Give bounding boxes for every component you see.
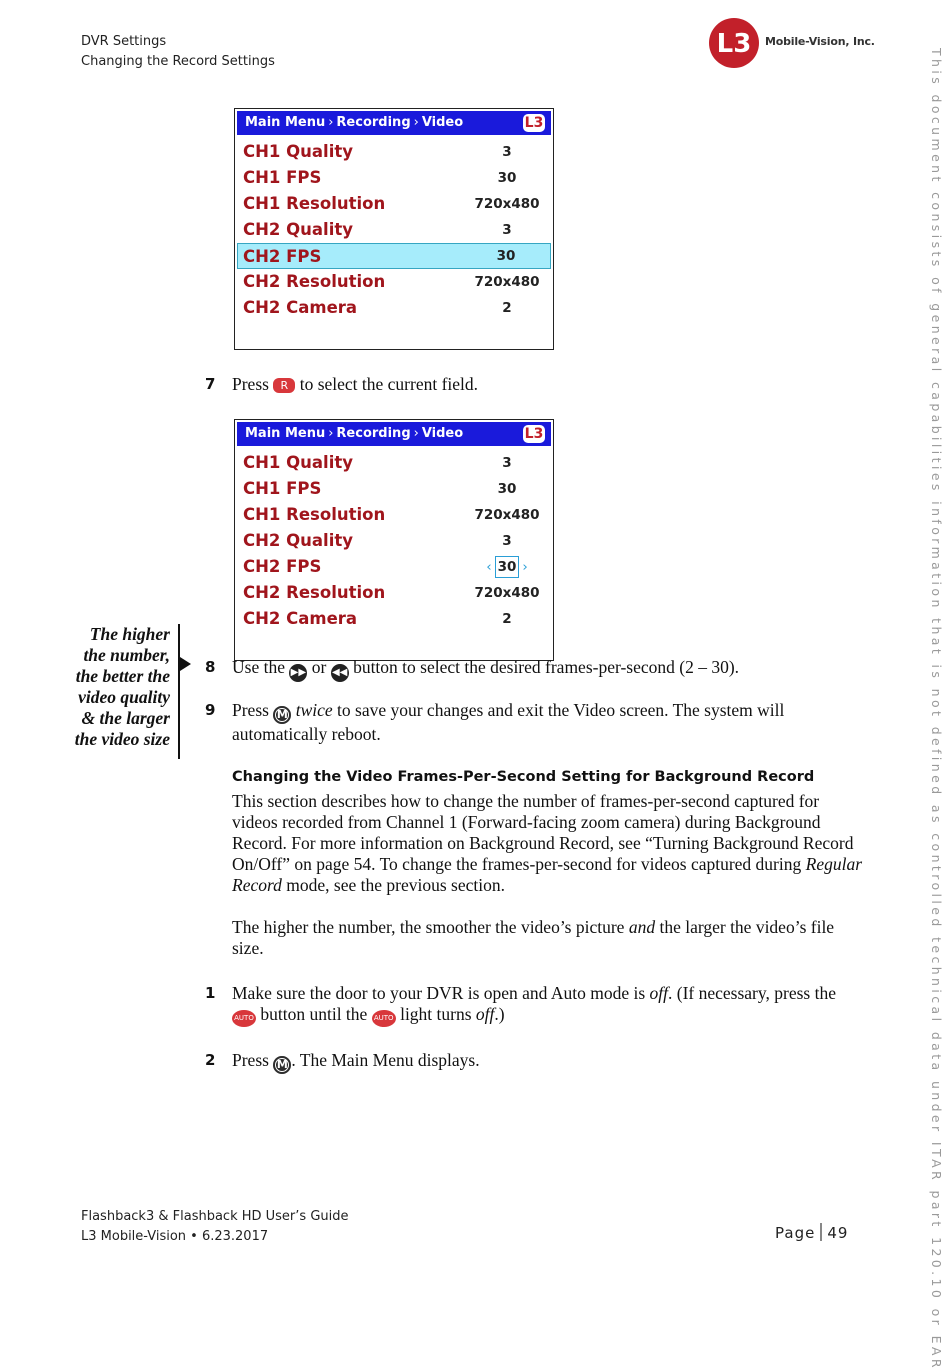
row-label: CH2 Quality xyxy=(243,531,354,550)
chevron-right-icon: › xyxy=(328,426,334,441)
step-text: Press xyxy=(232,374,269,394)
step-text: to save your changes and exit the Video screen. The system will automatically reboot. xyxy=(232,700,785,744)
menu-row-ch2-fps-editing[interactable] xyxy=(237,554,551,580)
step-text: Press xyxy=(232,1050,269,1070)
note-line: video quality xyxy=(78,687,170,707)
step-number: 7 xyxy=(205,375,216,393)
row-label: CH2 FPS xyxy=(243,557,322,576)
menu-row-ch2-quality[interactable] xyxy=(237,217,551,243)
row-label: CH1 FPS xyxy=(243,479,322,498)
step-1-text xyxy=(232,983,862,1027)
l3-badge-icon: L3 xyxy=(524,115,544,131)
paragraph-text: the larger the video’s file size. xyxy=(232,917,835,958)
breadcrumb-main-menu: Main Menu xyxy=(245,115,326,130)
row-label: CH1 Quality xyxy=(243,453,354,472)
value-edit-box[interactable]: 30 xyxy=(495,556,520,578)
menu-breadcrumb-bar xyxy=(237,111,551,135)
row-label: CH2 Resolution xyxy=(243,583,386,602)
breadcrumb-main-menu: Main Menu xyxy=(245,426,326,441)
auto-light-icon: AUTO xyxy=(372,1010,396,1027)
step-7-text xyxy=(232,374,862,395)
emphasis: off xyxy=(475,1004,495,1024)
row-label: CH2 Camera xyxy=(243,609,358,628)
menu-row-ch2-quality[interactable] xyxy=(237,528,551,554)
step-text: .) xyxy=(494,1004,505,1024)
section-paragraph-1 xyxy=(232,791,862,896)
row-label: CH1 Resolution xyxy=(243,505,386,524)
note-line: the video size xyxy=(74,729,170,749)
step-text: to select the current field. xyxy=(299,374,479,394)
emphasis: Regular Record xyxy=(232,854,863,895)
r-button-icon: R xyxy=(273,378,295,393)
row-value: 2 xyxy=(502,611,512,627)
note-line: & the larger xyxy=(81,708,170,728)
menu-row-ch2-camera[interactable] xyxy=(237,295,551,321)
menu-row-ch2-fps-selected[interactable] xyxy=(237,243,551,269)
logo-text: Mobile-Vision, Inc. xyxy=(765,35,875,48)
rewind-button-icon: ◀◀ xyxy=(331,664,349,682)
menu-row-ch1-resolution[interactable] xyxy=(237,191,551,217)
menu-row-ch2-camera[interactable] xyxy=(237,606,551,632)
auto-button-icon: AUTO xyxy=(232,1010,256,1027)
step-9-text xyxy=(232,700,862,745)
header xyxy=(81,32,275,72)
row-value: 30 xyxy=(496,248,516,264)
step-number: 2 xyxy=(205,1051,216,1069)
step-2-text xyxy=(232,1050,862,1074)
emphasis: twice xyxy=(295,700,333,720)
section-paragraph-2 xyxy=(232,917,862,959)
breadcrumb-video: Video xyxy=(421,115,464,130)
menu-breadcrumb-bar xyxy=(237,422,551,446)
row-value: 720x480 xyxy=(474,585,540,601)
row-label: CH1 Resolution xyxy=(243,194,386,213)
row-value: 3 xyxy=(502,144,512,160)
row-label: CH2 Resolution xyxy=(243,272,386,291)
menu-row-ch1-fps[interactable] xyxy=(237,165,551,191)
menu-row-ch2-resolution[interactable] xyxy=(237,269,551,295)
menu-row-ch1-fps[interactable] xyxy=(237,476,551,502)
step-text: Make sure the door to your DVR is open and Auto mode is xyxy=(232,983,646,1003)
m-button-icon: M xyxy=(273,706,291,724)
row-value: 720x480 xyxy=(474,507,540,523)
row-value: 3 xyxy=(502,455,512,471)
step-text: light turns xyxy=(400,1004,472,1024)
menu-row-ch2-resolution[interactable] xyxy=(237,580,551,606)
step-number: 9 xyxy=(205,701,216,719)
arrow-right-icon xyxy=(180,657,191,671)
step-number: 8 xyxy=(205,658,216,676)
step-number: 1 xyxy=(205,984,216,1002)
row-value: 3 xyxy=(502,533,512,549)
margin-rule xyxy=(178,624,180,759)
page-label: Page xyxy=(775,1224,816,1242)
breadcrumb-video: Video xyxy=(421,426,464,441)
dvr-video-menu-screen-editing xyxy=(234,419,554,661)
dvr-video-menu-screen xyxy=(234,108,554,350)
row-value: 3 xyxy=(502,222,512,238)
paragraph-text: This section describes how to change the number of frames-per-second captured for videos recorded from Channel 1 (Forward-facing zoom camera) during Background Record. For more information on Background Record, see “Turning Background Record On/Off” on page 54. To change the frames-per-second for videos captured during xyxy=(232,791,854,874)
fast-forward-button-icon: ▶▶ xyxy=(289,664,307,682)
emphasis: and xyxy=(628,917,656,937)
breadcrumb-recording: Recording xyxy=(336,426,411,441)
chevron-right-icon[interactable]: › xyxy=(522,559,528,575)
row-label: CH1 Quality xyxy=(243,142,354,161)
row-label: CH2 Camera xyxy=(243,298,358,317)
footer xyxy=(81,1207,349,1247)
row-label: CH1 FPS xyxy=(243,168,322,187)
row-value: 720x480 xyxy=(474,196,540,212)
row-label: CH2 Quality xyxy=(243,220,354,239)
step-8-text xyxy=(232,657,862,682)
row-value: 30 xyxy=(497,481,517,497)
chevron-right-icon: › xyxy=(413,115,419,130)
l3-badge-icon: L3 xyxy=(524,426,544,442)
emphasis: off xyxy=(649,983,668,1003)
page-number xyxy=(775,1223,848,1242)
row-value: 2 xyxy=(502,300,512,316)
svg-text:L3: L3 xyxy=(716,29,752,59)
step-text: . The Main Menu displays. xyxy=(291,1050,480,1070)
note-line: the better the xyxy=(75,666,170,686)
row-value: 30 xyxy=(497,170,517,186)
note-line: The higher xyxy=(89,624,170,644)
header-section-title: DVR Settings xyxy=(81,34,167,49)
step-text: . (If necessary, press the xyxy=(668,983,836,1003)
margin-note xyxy=(40,624,170,750)
chevron-right-icon: › xyxy=(413,426,419,441)
paragraph-text: mode, see the previous section. xyxy=(286,875,505,895)
note-line: the number, xyxy=(83,645,170,665)
value-spinner[interactable] xyxy=(463,554,551,580)
page-number-value: 49 xyxy=(827,1224,849,1242)
page-divider xyxy=(820,1223,822,1241)
menu-row-ch1-resolution[interactable] xyxy=(237,502,551,528)
breadcrumb-recording: Recording xyxy=(336,115,411,130)
row-label: CH2 FPS xyxy=(243,247,322,266)
side-notice: This document consists of general capabilities information that is not defined as controlled technical data under ITAR part 120.10 or EAR xyxy=(929,48,944,1371)
footer-publisher-date: L3 Mobile-Vision • 6.23.2017 xyxy=(81,1229,269,1244)
step-text: button to select the desired frames-per-second (2 – 30). xyxy=(353,657,740,677)
chevron-left-icon[interactable]: ‹ xyxy=(486,559,492,575)
footer-guide-title: Flashback3 & Flashback HD User’s Guide xyxy=(81,1209,349,1224)
step-text: Press xyxy=(232,700,269,720)
chevron-right-icon: › xyxy=(328,115,334,130)
step-text: button until the xyxy=(260,1004,368,1024)
header-subsection-title: Changing the Record Settings xyxy=(81,54,275,69)
row-value: 720x480 xyxy=(474,274,540,290)
step-text: Use the xyxy=(232,657,285,677)
m-button-icon: M xyxy=(273,1056,291,1074)
section-heading: Changing the Video Frames-Per-Second Setting for Background Record xyxy=(232,769,815,785)
paragraph-text: The higher the number, the smoother the video’s picture xyxy=(232,917,625,937)
step-text: or xyxy=(311,657,327,677)
menu-row-ch1-quality[interactable] xyxy=(237,139,551,165)
menu-row-ch1-quality[interactable] xyxy=(237,450,551,476)
